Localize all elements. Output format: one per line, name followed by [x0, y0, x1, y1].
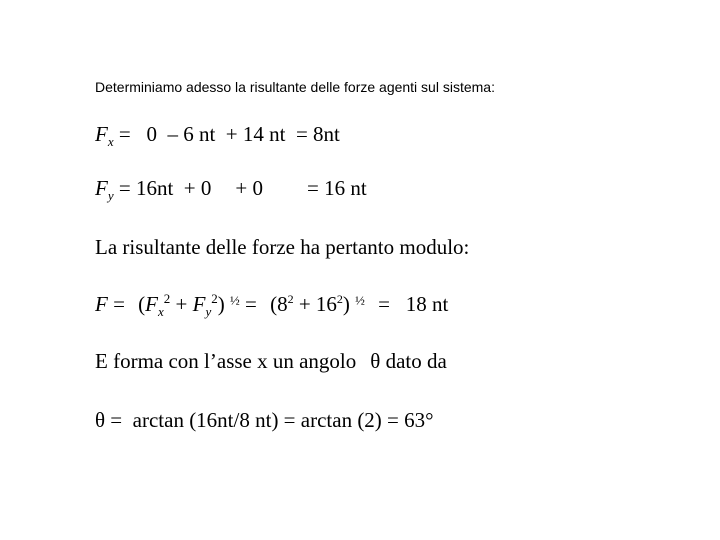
- fx-subscript: x: [107, 134, 114, 150]
- modulus-eight: 8: [277, 292, 288, 316]
- fx-expression: = 0 – 6 nt + 14 nt = 8nt: [118, 122, 340, 146]
- modulus-plus-2: +: [298, 292, 311, 316]
- modulus-sixteen: 16: [315, 292, 337, 316]
- modulus-fx-symbol: F: [145, 292, 158, 316]
- modulus-eight-square: 2: [287, 292, 294, 306]
- modulus-fx-sub: x: [158, 304, 164, 320]
- modulus-fy-square: 2: [211, 291, 218, 306]
- modulus-equation: $F = (F_x^2 + F_y^2) ^{\frac{1}{2}} = (8^2 + 16^2) ^{\frac{1}{2}} = 18$ nt: [95, 291, 449, 320]
- modulus-half-2: ½: [355, 292, 365, 308]
- fx-equation: [95, 122, 340, 150]
- fy-part2: + 0: [235, 176, 263, 200]
- modulus-lhs: F: [95, 292, 108, 316]
- modulus-result: = 18 nt: [378, 292, 449, 316]
- modulus-plus-1: +: [175, 292, 188, 316]
- fx-symbol: F: [95, 122, 108, 146]
- modulus-half-1: ½: [229, 292, 240, 308]
- modulus-eq-2: =: [244, 292, 257, 316]
- intro-text: Determiniamo adesso la risultante delle forze agenti sul sistema:: [95, 79, 495, 95]
- angle-intro-a: E forma con l’asse x un angolo: [95, 349, 357, 373]
- modulus-fy-sub: y: [205, 304, 212, 320]
- fy-part1: = 16nt + 0: [118, 176, 212, 200]
- modulus-fy-symbol: F: [192, 292, 206, 316]
- theta-symbol: θ: [370, 349, 381, 373]
- modulus-eq: =: [113, 292, 125, 316]
- modulus-intro-text: La risultante delle forze ha pertanto modulo:: [95, 235, 470, 259]
- angle-intro-text: [95, 351, 447, 372]
- angle-intro-b: dato da: [385, 349, 447, 373]
- fy-subscript: y: [107, 188, 114, 204]
- modulus-sixteen-square: 2: [336, 292, 343, 306]
- fy-symbol: F: [95, 176, 108, 200]
- modulus-fx-square: 2: [163, 291, 171, 306]
- fy-part3: = 16 nt: [306, 176, 367, 200]
- fy-equation: [95, 176, 367, 204]
- theta-equation: θ = arctan (16nt/8 nt) = arctan (2) = 63°: [95, 408, 434, 432]
